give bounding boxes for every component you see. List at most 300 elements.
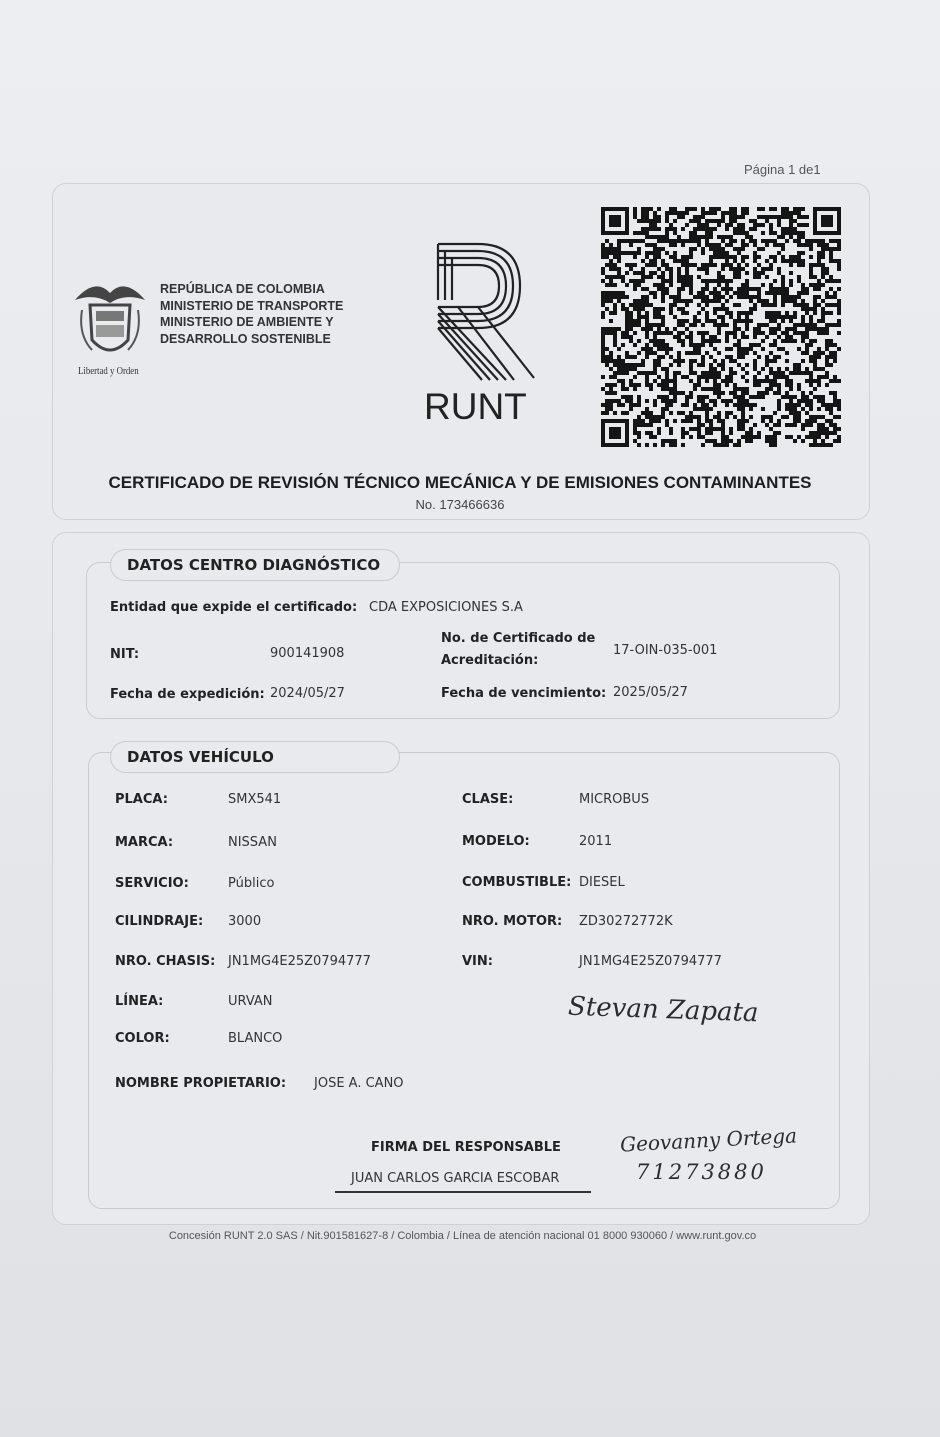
qr-module [789, 259, 793, 263]
qr-module [829, 311, 833, 315]
propietario-value: JOSE A. CANO [314, 1076, 404, 1091]
qr-module [617, 399, 621, 403]
qr-module [825, 443, 829, 447]
qr-module [825, 419, 829, 423]
qr-module [613, 275, 617, 279]
qr-module [717, 255, 721, 259]
qr-module [633, 323, 637, 327]
qr-module [773, 287, 777, 291]
qr-module [621, 331, 625, 335]
qr-module [657, 307, 661, 311]
qr-module [673, 419, 677, 423]
qr-module [637, 239, 641, 243]
qr-module [709, 355, 713, 359]
qr-module [769, 439, 773, 443]
qr-module [773, 331, 777, 335]
qr-module [741, 399, 745, 403]
qr-module [645, 295, 649, 299]
qr-module [693, 227, 697, 231]
qr-module [741, 347, 745, 351]
gov-line: REPÚBLICA DE COLOMBIA [160, 282, 325, 296]
qr-module [693, 215, 697, 219]
qr-module [745, 287, 749, 291]
qr-module [785, 391, 789, 395]
qr-module [801, 371, 805, 375]
qr-module [693, 371, 697, 375]
qr-module [685, 375, 689, 379]
qr-module [665, 211, 669, 215]
qr-module [793, 323, 797, 327]
qr-module [649, 259, 653, 263]
qr-module [753, 367, 757, 371]
qr-module [709, 243, 713, 247]
qr-module [741, 211, 745, 215]
qr-module [733, 255, 737, 259]
qr-module [821, 367, 825, 371]
qr-module [753, 251, 757, 255]
qr-module [661, 407, 665, 411]
qr-module [825, 339, 829, 343]
qr-module [669, 283, 673, 287]
qr-module [801, 215, 805, 219]
qr-module [697, 427, 701, 431]
qr-module [813, 431, 817, 435]
qr-module [745, 403, 749, 407]
qr-module [685, 351, 689, 355]
qr-module [649, 235, 653, 239]
qr-module [725, 411, 729, 415]
qr-module [669, 207, 673, 211]
qr-module [645, 207, 649, 211]
qr-finder-icon [603, 421, 627, 445]
qr-module [749, 343, 753, 347]
qr-module [669, 303, 673, 307]
qr-module [749, 235, 753, 239]
qr-module [713, 307, 717, 311]
qr-module [637, 435, 641, 439]
qr-module [613, 327, 617, 331]
qr-module [733, 323, 737, 327]
qr-module [753, 335, 757, 339]
qr-module [773, 319, 777, 323]
qr-module [713, 427, 717, 431]
qr-module [657, 355, 661, 359]
qr-module [821, 443, 825, 447]
qr-module [801, 427, 805, 431]
qr-module [625, 331, 629, 335]
qr-module [753, 327, 757, 331]
qr-module [801, 439, 805, 443]
qr-module [601, 387, 605, 391]
qr-module [785, 339, 789, 343]
qr-module [689, 363, 693, 367]
qr-module [721, 247, 725, 251]
qr-module [805, 347, 809, 351]
qr-module [685, 319, 689, 323]
qr-module [729, 311, 733, 315]
qr-module [605, 263, 609, 267]
qr-module [809, 379, 813, 383]
qr-module [653, 271, 657, 275]
qr-module [649, 303, 653, 307]
qr-module [769, 267, 773, 271]
qr-module [729, 375, 733, 379]
runt-r-logo-icon [430, 238, 540, 383]
qr-module [729, 391, 733, 395]
qr-module [705, 351, 709, 355]
qr-module [781, 319, 785, 323]
qr-module [617, 327, 621, 331]
qr-module [697, 423, 701, 427]
qr-module [793, 311, 797, 315]
qr-module [729, 219, 733, 223]
qr-module [601, 267, 605, 271]
qr-module [733, 403, 737, 407]
qr-module [661, 259, 665, 263]
qr-module [677, 239, 681, 243]
qr-module [621, 379, 625, 383]
qr-module [629, 367, 633, 371]
qr-module [833, 399, 837, 403]
qr-module [681, 403, 685, 407]
qr-module [785, 351, 789, 355]
qr-module [677, 355, 681, 359]
qr-module [697, 235, 701, 239]
qr-module [725, 279, 729, 283]
qr-module [685, 271, 689, 275]
centro-section-title: DATOS CENTRO DIAGNÓSTICO [110, 549, 400, 581]
qr-module [693, 219, 697, 223]
qr-module [749, 311, 753, 315]
qr-module [665, 227, 669, 231]
qr-module [709, 263, 713, 267]
qr-module [801, 303, 805, 307]
qr-module [653, 263, 657, 267]
qr-module [717, 291, 721, 295]
qr-module [837, 403, 841, 407]
qr-module [637, 231, 641, 235]
qr-module [785, 375, 789, 379]
qr-module [821, 403, 825, 407]
qr-module [665, 383, 669, 387]
qr-module [829, 295, 833, 299]
qr-module [781, 283, 785, 287]
qr-module [805, 399, 809, 403]
qr-module [661, 383, 665, 387]
qr-module [833, 323, 837, 327]
qr-module [809, 327, 813, 331]
qr-module [781, 291, 785, 295]
qr-module [649, 411, 653, 415]
qr-module [645, 211, 649, 215]
qr-module [753, 259, 757, 263]
qr-module [757, 247, 761, 251]
qr-module [681, 431, 685, 435]
qr-module [789, 227, 793, 231]
qr-module [741, 255, 745, 259]
qr-module [825, 435, 829, 439]
qr-module [789, 379, 793, 383]
qr-module [629, 263, 633, 267]
qr-module [617, 251, 621, 255]
qr-module [669, 223, 673, 227]
qr-module [649, 347, 653, 351]
qr-module [645, 383, 649, 387]
qr-module [825, 323, 829, 327]
qr-module [765, 379, 769, 383]
qr-module [705, 403, 709, 407]
qr-module [689, 299, 693, 303]
qr-module [665, 219, 669, 223]
qr-module [821, 331, 825, 335]
qr-module [793, 423, 797, 427]
qr-module [605, 295, 609, 299]
qr-module [817, 251, 821, 255]
qr-module [653, 363, 657, 367]
qr-module [657, 287, 661, 291]
qr-module [837, 267, 841, 271]
qr-module [613, 343, 617, 347]
qr-module [745, 419, 749, 423]
qr-module [705, 427, 709, 431]
qr-module [713, 439, 717, 443]
qr-module [737, 347, 741, 351]
qr-module [665, 279, 669, 283]
qr-module [829, 275, 833, 279]
qr-module [685, 327, 689, 331]
qr-module [645, 415, 649, 419]
qr-module [713, 299, 717, 303]
qr-module [713, 379, 717, 383]
qr-module [797, 243, 801, 247]
qr-module [745, 279, 749, 283]
qr-module [821, 255, 825, 259]
qr-module [705, 387, 709, 391]
qr-module [821, 267, 825, 271]
qr-module [721, 303, 725, 307]
qr-module [725, 251, 729, 255]
qr-module [761, 231, 765, 235]
qr-module [741, 207, 745, 211]
qr-module [697, 351, 701, 355]
qr-module [625, 323, 629, 327]
qr-module [785, 383, 789, 387]
qr-module [713, 375, 717, 379]
qr-module [725, 255, 729, 259]
qr-module [837, 311, 841, 315]
qr-module [701, 235, 705, 239]
qr-module [781, 259, 785, 263]
qr-module [777, 223, 781, 227]
qr-module [697, 363, 701, 367]
qr-module [757, 343, 761, 347]
qr-module [733, 319, 737, 323]
qr-module [785, 407, 789, 411]
qr-module [661, 415, 665, 419]
qr-module [645, 399, 649, 403]
qr-module [837, 435, 841, 439]
qr-module [709, 335, 713, 339]
qr-module [729, 267, 733, 271]
qr-module [665, 327, 669, 331]
qr-module [733, 247, 737, 251]
qr-module [605, 275, 609, 279]
qr-module [657, 343, 661, 347]
vehicle-field-label: VIN: [462, 954, 493, 969]
qr-module [781, 303, 785, 307]
qr-module [709, 431, 713, 435]
qr-module [773, 279, 777, 283]
qr-module [665, 331, 669, 335]
qr-module [781, 215, 785, 219]
qr-module [689, 419, 693, 423]
qr-module [793, 419, 797, 423]
qr-module [673, 371, 677, 375]
qr-module [761, 367, 765, 371]
qr-module [713, 339, 717, 343]
qr-module [833, 375, 837, 379]
qr-module [765, 439, 769, 443]
qr-module [685, 299, 689, 303]
qr-module [813, 283, 817, 287]
qr-module [673, 335, 677, 339]
qr-module [717, 387, 721, 391]
qr-module [609, 351, 613, 355]
qr-module [689, 359, 693, 363]
qr-module [617, 295, 621, 299]
qr-module [745, 323, 749, 327]
qr-module [717, 247, 721, 251]
qr-module [785, 423, 789, 427]
qr-module [829, 351, 833, 355]
qr-module [657, 415, 661, 419]
qr-module [645, 407, 649, 411]
qr-module [817, 263, 821, 267]
qr-module [797, 255, 801, 259]
qr-module [705, 283, 709, 287]
qr-module [605, 411, 609, 415]
qr-module [665, 351, 669, 355]
qr-module [693, 323, 697, 327]
qr-module [733, 227, 737, 231]
qr-module [765, 303, 769, 307]
qr-module [709, 207, 713, 211]
qr-module [669, 211, 673, 215]
qr-module [661, 439, 665, 443]
qr-module [653, 343, 657, 347]
qr-module [797, 235, 801, 239]
qr-module [645, 315, 649, 319]
qr-module [613, 303, 617, 307]
qr-module [737, 439, 741, 443]
qr-module [641, 259, 645, 263]
vehicle-field-label: NRO. MOTOR: [462, 914, 563, 929]
qr-module [621, 291, 625, 295]
vehicle-field-value: 3000 [228, 914, 262, 929]
qr-module [725, 323, 729, 327]
qr-module [637, 307, 641, 311]
qr-module [609, 331, 613, 335]
qr-module [761, 331, 765, 335]
qr-module [629, 363, 633, 367]
qr-module [793, 295, 797, 299]
qr-module [641, 271, 645, 275]
qr-module [693, 415, 697, 419]
qr-module [829, 255, 833, 259]
qr-module [773, 371, 777, 375]
qr-module [785, 227, 789, 231]
qr-module [797, 323, 801, 327]
qr-module [661, 307, 665, 311]
qr-module [729, 359, 733, 363]
qr-module [757, 435, 761, 439]
qr-module [665, 439, 669, 443]
qr-module [793, 211, 797, 215]
qr-module [741, 215, 745, 219]
qr-module [809, 267, 813, 271]
qr-module [721, 295, 725, 299]
qr-module [713, 415, 717, 419]
handwritten-note: Geovanny Ortega [619, 1123, 798, 1157]
qr-module [641, 279, 645, 283]
vehicle-field-value: JN1MG4E25Z0794777 [228, 954, 371, 969]
qr-module [769, 435, 773, 439]
qr-module [829, 423, 833, 427]
qr-module [605, 299, 609, 303]
qr-module [637, 383, 641, 387]
qr-module [765, 215, 769, 219]
qr-module [633, 255, 637, 259]
qr-module [689, 239, 693, 243]
qr-module [729, 411, 733, 415]
qr-module [657, 207, 661, 211]
qr-module [669, 431, 673, 435]
qr-module [741, 331, 745, 335]
qr-module [701, 399, 705, 403]
qr-module [805, 371, 809, 375]
qr-module [661, 387, 665, 391]
qr-module [805, 239, 809, 243]
qr-module [801, 319, 805, 323]
qr-module [625, 367, 629, 371]
qr-module [829, 323, 833, 327]
qr-module [649, 351, 653, 355]
qr-module [821, 423, 825, 427]
qr-module [705, 431, 709, 435]
qr-module [697, 379, 701, 383]
qr-module [701, 359, 705, 363]
qr-module [725, 347, 729, 351]
qr-module [801, 307, 805, 311]
qr-module [769, 327, 773, 331]
qr-module [709, 387, 713, 391]
qr-module [629, 379, 633, 383]
qr-module [785, 315, 789, 319]
qr-module [797, 383, 801, 387]
qr-module [821, 299, 825, 303]
qr-module [785, 299, 789, 303]
qr-module [821, 263, 825, 267]
qr-module [673, 299, 677, 303]
qr-module [633, 307, 637, 311]
qr-module [713, 251, 717, 255]
qr-module [733, 443, 737, 447]
qr-module [765, 375, 769, 379]
qr-module [773, 339, 777, 343]
qr-module [649, 371, 653, 375]
qr-module [713, 323, 717, 327]
qr-module [757, 207, 761, 211]
